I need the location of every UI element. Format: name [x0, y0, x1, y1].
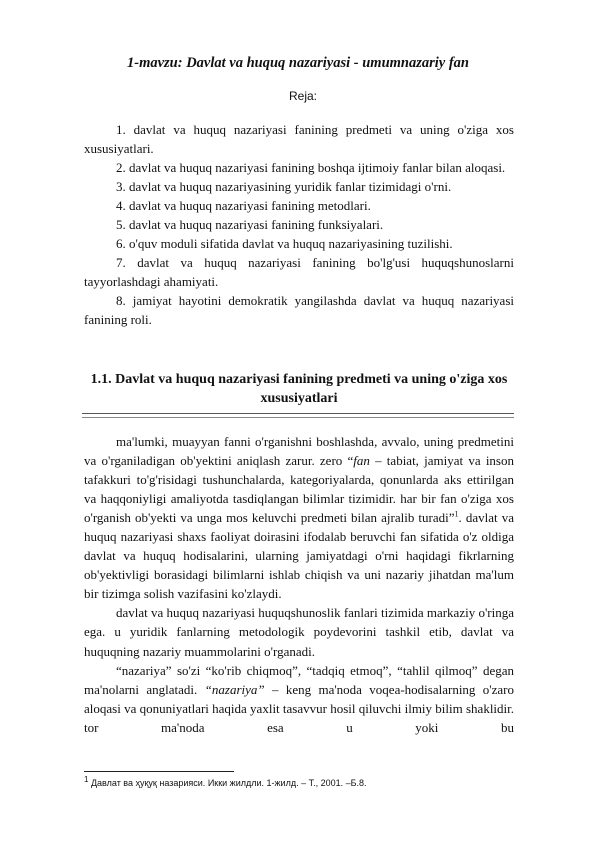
plan-item-6: 6. o'quv moduli sifatida davlat va huquq nazariyasining tuzilishi.: [116, 236, 453, 251]
paragraph-3-end: – keng ma'noda voqea-hodisalarning o'zaro aloqasi va qonuniyatlari haqida yaxlit tasavvur hosil qiluvchi ilmiy bilim shaklidir. tor ma'noda esa u yoki bu: [84, 681, 515, 735]
body-text: [84, 432, 514, 737]
footnote-mark: 1: [84, 775, 89, 784]
paragraph-3: [84, 661, 514, 737]
page-title: 1-mavzu: Davlat va huquq nazariyasi - umumnazariy fan: [126, 55, 469, 71]
paragraph-1: [84, 432, 514, 603]
heading-divider-thin: [82, 417, 514, 418]
term-nazariya: “nazariya”: [204, 681, 265, 697]
paragraph-1-start: ma'lumki, muayyan fanni o'rganishni boshlashda, avvalo, uning predmetini va o'rganiladigan ob'yektini aniqlash zarur. zero “: [84, 434, 514, 469]
footnote-reference: 1: [454, 509, 459, 519]
plan-item-1: 1. davlat va huquq nazariyasi fanining predmeti va uning o'ziga xos xususiyatlari.: [84, 122, 514, 156]
footnote-text: Давлат ва ҳуқуқ назарияси. Икки жилдли. 1-жилд. – Т., 2001. –Б.8.: [88, 778, 367, 788]
plan-label: Reja:: [288, 89, 317, 103]
plan-list: [84, 120, 514, 329]
plan-item-7: 7. davlat va huquq nazariyasi fanining bo'lg'usi huquqshunoslarni tayyorlashdagi ahamiyati.: [84, 255, 514, 289]
plan-item-5: 5. davlat va huquq nazariyasi fanining funksiyalari.: [116, 217, 384, 232]
plan-item-3: 3. davlat va huquq nazariyasining yuridik fanlar tizimidagi o'rni.: [116, 179, 452, 194]
heading-divider: [82, 413, 514, 414]
term-fan: fan: [353, 453, 370, 469]
plan-item-4: 4. davlat va huquq nazariyasi fanining metodlari.: [116, 198, 371, 213]
paragraph-1-end: . davlat va huquq nazariyasi shaxs faoliyat doirasini ifodalab beruvchi fan sifatida o'z oldiga davlat va huquq hodisalarini, ularning jamiyatdagi o'rni haqidagi fikrlarning ob'yektivligi borasidagi bilimlarni ishlab chiqish va uni nazariy jihatdan ma'lum bir tizimga solish vazifasini ko'zlaydi.: [84, 510, 514, 602]
footnote: [84, 775, 514, 788]
paragraph-3-start: “nazariya” so'zi “ko'rib chiqmoq”, “tadqiq etmoq”, “tahlil qilmoq” degan ma'nolarni anglatadi.: [84, 662, 514, 697]
paragraph-2: davlat va huquq nazariyasi huquqshunoslik fanlari tizimida markaziy o'ringa ega. u yuridik fanlarning metodologik poydevorini tashkil etib, davlat va huquqning nazariy muammolarini o'rganadi.: [84, 605, 515, 659]
plan-item-8: 8. jamiyat hayotini demokratik yangilashda davlat va huquq nazariyasi fanining roli.: [84, 293, 514, 327]
footnote-separator: [84, 771, 234, 772]
section-heading: 1.1. Davlat va huquq nazariyasi fanining predmeti va uning o'ziga xos xususiyatlari: [90, 372, 508, 406]
plan-item-2: 2. davlat va huquq nazariyasi fanining boshqa ijtimoiy fanlar bilan aloqasi.: [116, 160, 506, 175]
paragraph-1-middle: – tabiat, jamiyat va inson tafakkuri to'g'risidagi tushunchalarda, kategoriyalarda, qonunlarda aks ettirilgan va haqqoniyligi amaliyotda tasdiqlangan bilimlar tizimidir. har bir fan o'ziga xos o'rganish ob'yekti va unga mos keluvchi predmeti bilan ajralib turadi”: [84, 453, 514, 526]
